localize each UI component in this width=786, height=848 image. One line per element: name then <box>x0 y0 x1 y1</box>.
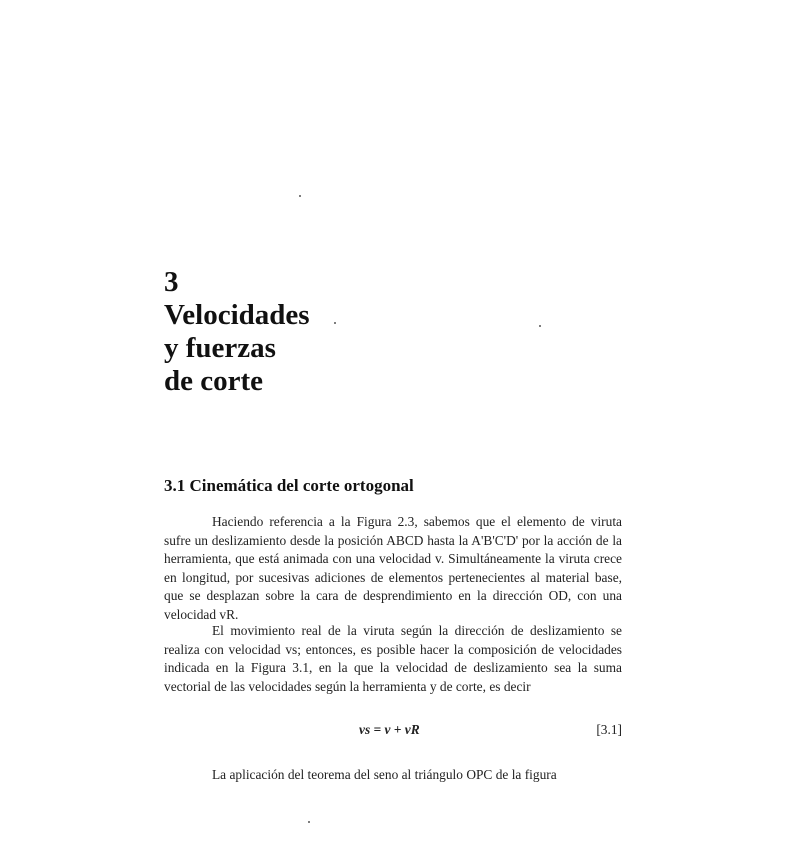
chapter-title-line-1: Velocidades <box>164 299 310 331</box>
equation-number: [3.1] <box>596 722 622 737</box>
section-title: 3.1 Cinemática del corte ortogonal <box>164 476 414 495</box>
scan-speck <box>308 821 310 823</box>
equation-3-1 <box>164 720 622 740</box>
paragraph-3: La aplicación del teorema del seno al triángulo OPC de la figura <box>212 767 557 782</box>
chapter-number: 3 <box>164 266 179 298</box>
chapter-title-line-3: de corte <box>164 365 264 397</box>
chapter-heading <box>164 266 310 398</box>
paragraph-2: El movimiento real de la viruta según la dirección de deslizamiento se realiza con velocidad vs; entonces, es posible hacer la composición de velocidades indicada en la Figura 3.1, en la que la velocidad de deslizamiento sea la suma vectorial de las velocidades según la herramienta y de corte, es decir <box>164 623 622 694</box>
equation-expression: vs = v + vR <box>359 722 420 737</box>
scan-speck <box>299 195 301 197</box>
scan-speck <box>334 322 336 324</box>
paragraph-1: Haciendo referencia a la Figura 2.3, sabemos que el elemento de viruta sufre un deslizamiento desde la posición ABCD hasta la A'B'C'D' por la acción de la herramienta, que está animada con una velocidad v. Simultáneamente la viruta crece en longitud, por sucesivas adiciones de elementos pertenecientes al material base, que se desplazan sobre la cara de desprendimiento en la dirección OD, con una velocidad vR. <box>164 514 622 622</box>
scan-speck <box>539 325 541 327</box>
chapter-title-line-2: y fuerzas <box>164 332 276 364</box>
